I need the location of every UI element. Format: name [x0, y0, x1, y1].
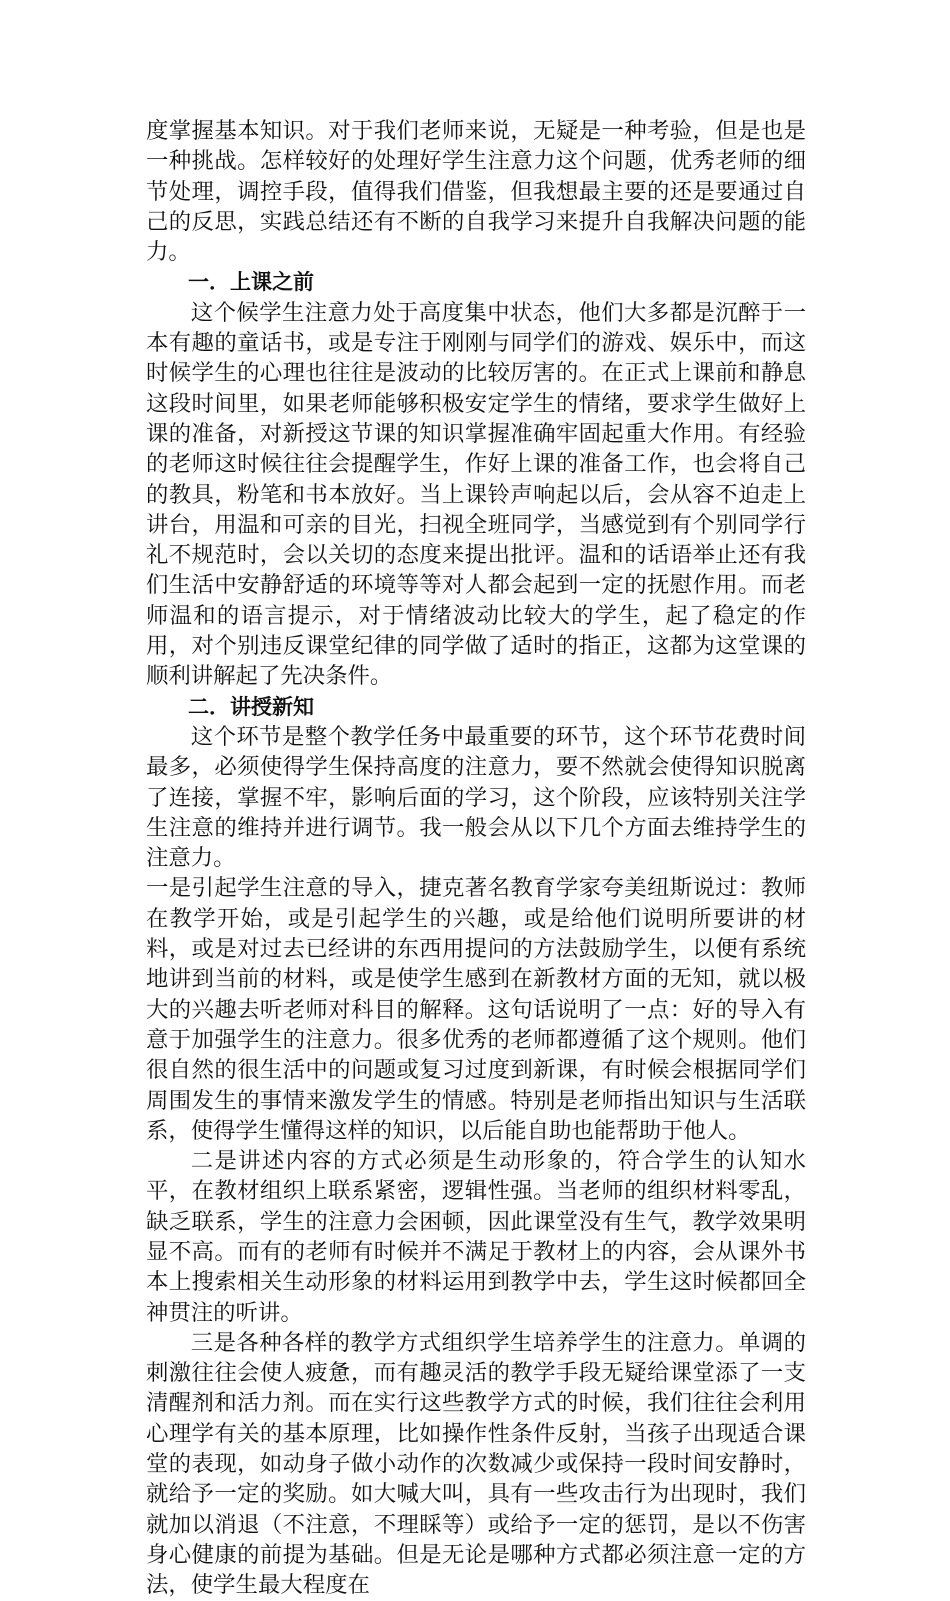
paragraph-new-knowledge-intro: 这个环节是整个教学任务中最重要的环节，这个环节花费时间最多，必须使得学生保持高度的注意力，要不然就会使得知识脱离了连接，掌握不牢，影响后面的学习，这个阶段，应该特别关注学生注意的维持并进行调节。我一般会从以下几个方面去维持学生的注意力。	[146, 723, 806, 872]
paragraph-before-class: 这个候学生注意力处于高度集中状态，他们大多都是沉醉于一本有趣的童话书，或是专注于刚刚与同学们的游戏、娱乐中，而这时候学生的心理也往往是波动的比较厉害的。在正式上课前和静息这段时间里，如果老师能够积极安定学生的情绪，要求学生做好上课的准备，对新授这节课的知识掌握准确牢固起重大作用。有经验的老师这时候往往会提醒学生，作好上课的准备工作，也会将自己的教具，粉笔和书本放好。当上课铃声响起以后，会从容不迫走上讲台，用温和可亲的目光，扫视全班同学，当感觉到有个别同学行礼不规范时，会以关切的态度来提出批评。温和的话语举止还有我们生活中安静舒适的环境等等对人都会起到一定的抚慰作用。而老师温和的语言提示，对于情绪波动比较大的学生，起了稳定的作用，对个别违反课堂纪律的同学做了适时的指正，这都为这堂课的顺利讲解起了先决条件。	[146, 299, 806, 690]
document-page	[146, 116, 806, 1601]
section-heading-new-knowledge: 二．讲授新知	[188, 694, 314, 719]
paragraph-point-two: 二是讲述内容的方式必须是生动形象的，符合学生的认知水平，在教材组织上联系紧密，逻辑性强。当老师的组织材料零乱，缺乏联系，学生的注意力会困顿，因此课堂没有生气，教学效果明显不高。而有的老师有时候并不满足于教材上的内容，会从课外书本上搜索相关生动形象的材料运用到教学中去，学生这时候都回全神贯注的听讲。	[146, 1148, 806, 1326]
paragraph-point-one: 一是引起学生注意的导入，捷克著名教育学家夸美纽斯说过：教师在教学开始，或是引起学生的兴趣，或是给他们说明所要讲的材料，或是对过去已经讲的东西用提问的方法鼓励学生，以便有系统地讲到当前的材料，或是使学生感到在新教材方面的无知，就以极大的兴趣去听老师对科目的解释。这句话说明了一点：好的导入有意于加强学生的注意力。很多优秀的老师都遵循了这个规则。他们很自然的很生活中的问题或复习过度到新课，有时候会根据同学们周围发生的事情来激发学生的情感。特别是老师指出知识与生活联系，使得学生懂得这样的知识，以后能自助也能帮助于他人。	[146, 875, 806, 1144]
paragraph-point-three: 三是各种各样的教学方式组织学生培养学生的注意力。单调的刺激往往会使人疲惫，而有趣灵活的教学手段无疑给课堂添了一支清醒剂和活力剂。而在实行这些教学方式的时候，我们往往会利用心理学有关的基本原理，比如操作性条件反射，当孩子出现适合课堂的表现，如动身子做小动作的次数减少或保持一段时间安静时，就给予一定的奖励。如大喊大叫，具有一些攻击行为出现时，我们就加以消退（不注意，不理睬等）或给予一定的惩罚，是以不伤害身心健康的前提为基础。但是无论是哪种方式都必须注意一定的方法，使学生最大程度在	[146, 1329, 806, 1599]
section-heading-before-class: 一．上课之前	[188, 270, 314, 295]
paragraph-intro: 度掌握基本知识。对于我们老师来说，无疑是一种考验，但是也是一种挑战。怎样较好的处理好学生注意力这个问题，优秀老师的细节处理，调控手段，值得我们借鉴，但我想最主要的还是要通过自己的反思，实践总结还有不断的自我学习来提升自我解决问题的能力。	[146, 118, 806, 266]
